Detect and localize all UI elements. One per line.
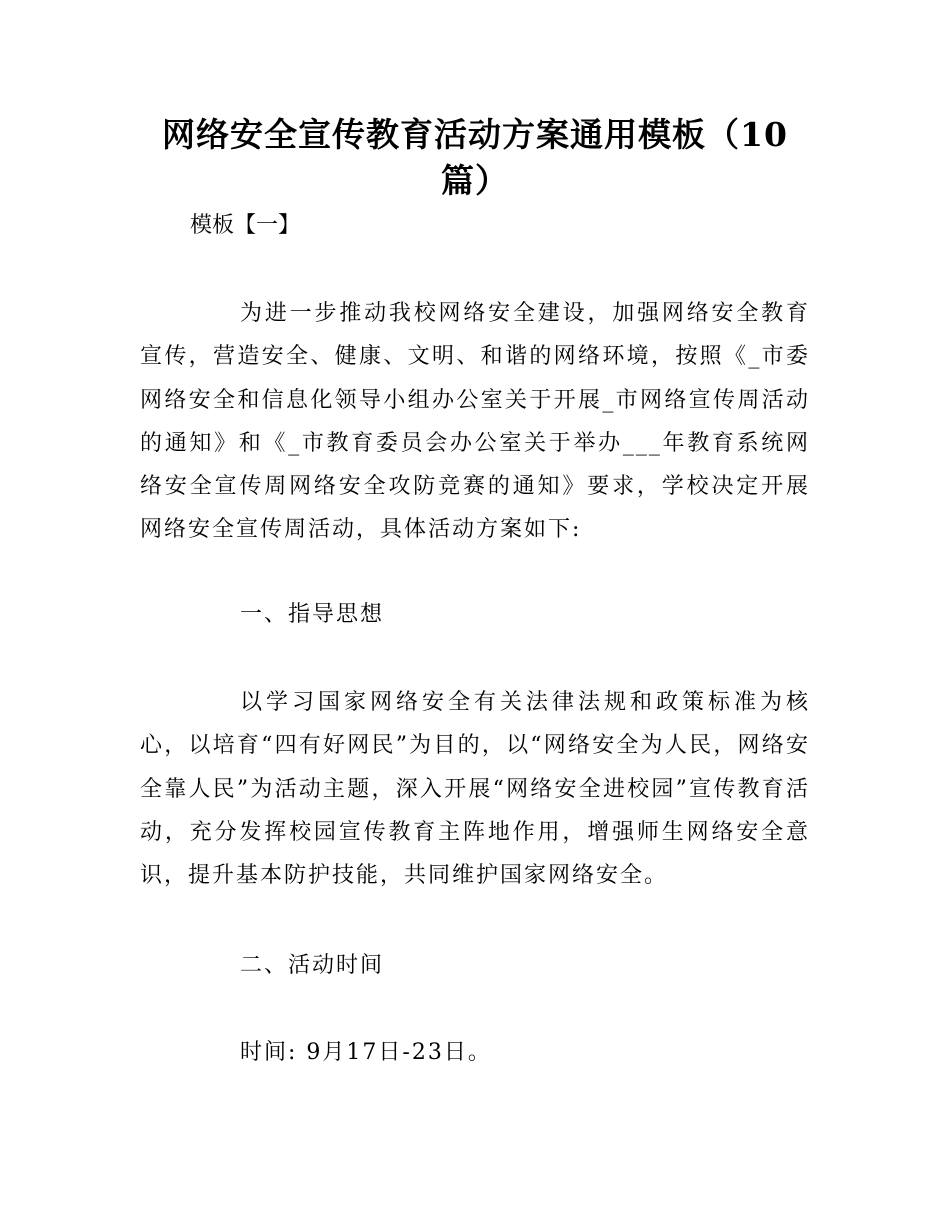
intro-paragraph: 为进一步推动我校网络安全建设，加强网络安全教育宣传，营造安全、健康、文明、和谐的网络环境，按照《_市委网络安全和信息化领导小组办公室关于开展_市网络宣传周活动的通知》和《_市教育委员会办公室关于举办___年教育系统网络安全宣传周网络安全攻防竞赛的通知》要求，学校决定开展网络安全宣传周活动，具体活动方案如下:: [140, 301, 810, 543]
section-heading-activity-time: 二、活动时间: [240, 953, 385, 978]
document-title: 网络安全宣传教育活动方案通用模板（10篇）: [162, 115, 788, 200]
activity-time-paragraph: 时间: 9月17日-23日。: [240, 1040, 492, 1065]
template-label: 模板【一】: [190, 213, 301, 238]
section-heading-guiding-ideology: 一、指导思想: [240, 602, 385, 627]
guiding-ideology-paragraph: 以学习国家网络安全有关法律法规和政策标准为核心，以培育“四有好网民”为目的，以“网络安全为人民，网络安全靠人民”为活动主题，深入开展“网络安全进校园”宣传教育活动，充分发挥校园宣传教育主阵地作用，增强师生网络安全意识，提升基本防护技能，共同维护国家网络安全。: [140, 690, 810, 889]
